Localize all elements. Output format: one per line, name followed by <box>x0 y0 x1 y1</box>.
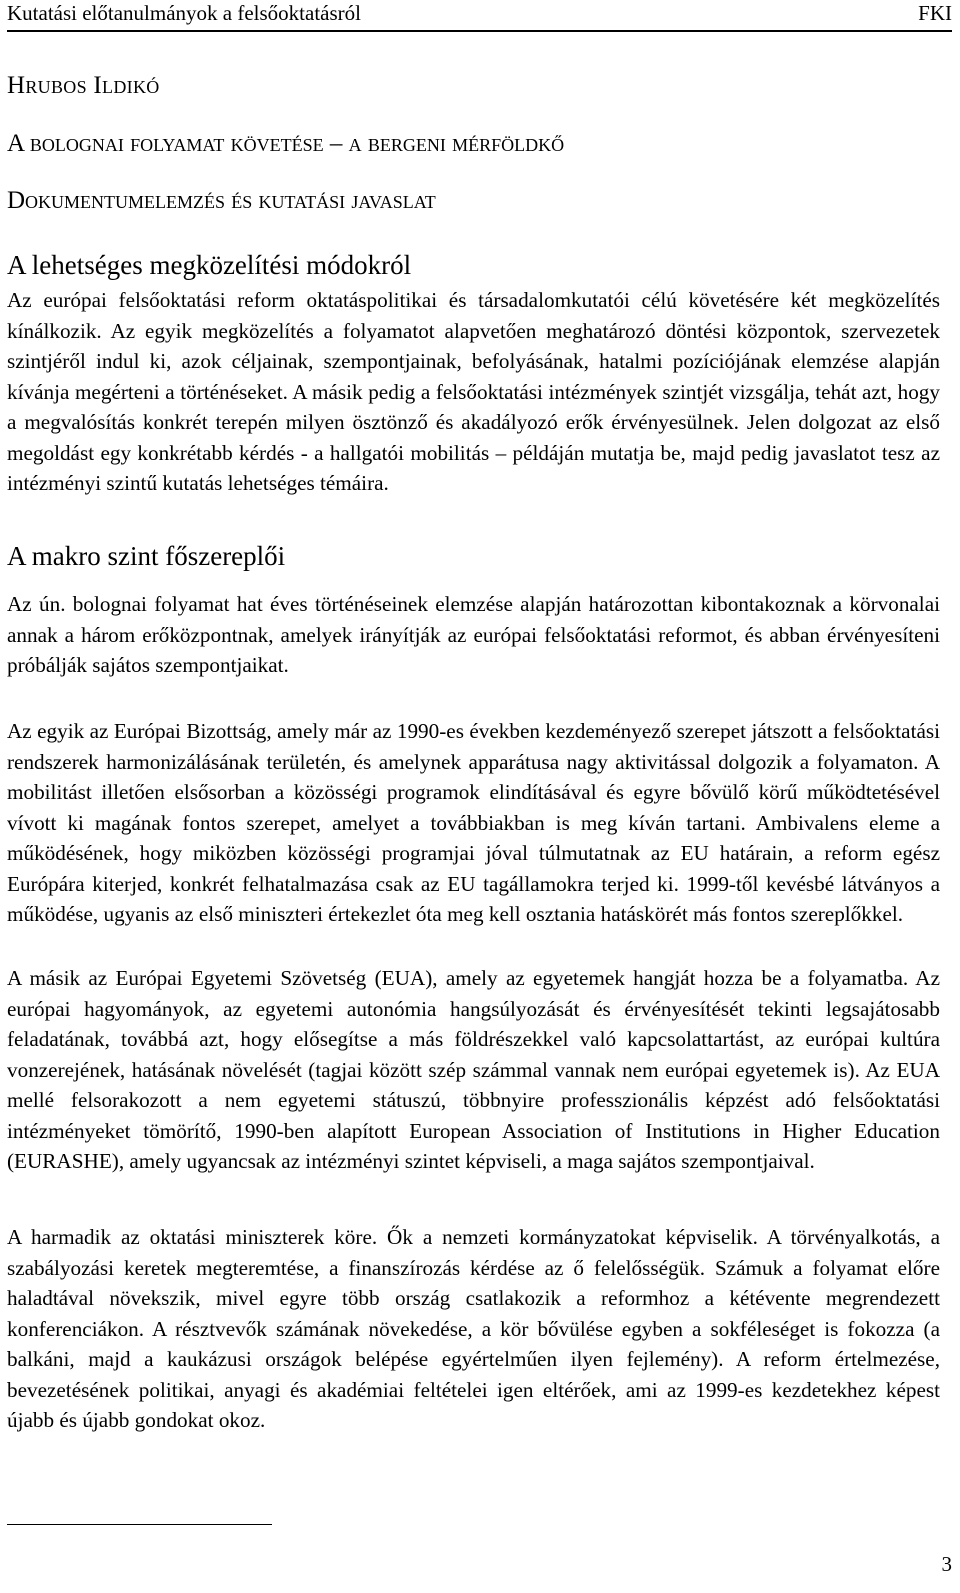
paragraph-ministers: A harmadik az oktatási miniszterek köre. Ők a nemzeti kormányzatokat képviselik. A törvényalkotás, a szabályozási keretek megteremtése, a finanszírozás kérdése az ő felelősségük. Számuk a folyamat előre haladtával növekszik, mivel egyre több ország csatlakozik a reformhoz a kétévente megrendezett konferenciákon. A résztvevők számának növekedése, a kör bővülése egyben a sokféleséget is fokozza (a balkáni, majd a kaukázusi országok belépése egyértelműen ilyen fejlemény). A reform értelmezése, bevezetésének politikai, anyagi és akadémiai feltételei igen eltérőek, ami az 1999-es kezdetekhez képest újabb és újabb gondokat okoz. <box>7 1225 940 1432</box>
paragraph-european-commission: Az egyik az Európai Bizottság, amely már az 1990-es években kezdeményező szerepet játszott a felsőoktatási rendszerek harmonizálásának területén, és amelynek apparátusa nagy aktivitással dolgozik a folyamaton. A mobilitást illetően elsősorban a közösségi programok elindításával és egyre bővülő körű működtetésével vívott ki magának fontos szerepet, amelyet a továbbiakban is meg kíván tartani. Ambivalens eleme a működésének, hogy miközben közösségi programjai jóval túlmutatnak az EU határain, a reform egész Európára kiterjed, konkrét felhatalmazása csak az EU tagállamokra terjed ki. 1999-től kevésbé látványos a működése, ugyanis az első miniszteri értekezlet óta meg kell osztania hatáskörét más fontos szereplőkkel. <box>7 719 940 926</box>
header-title: Kutatási előtanulmányok a felsőoktatásról <box>7 1 361 25</box>
paragraph-eua: A másik az Európai Egyetemi Szövetség (EUA), amely az egyetemek hangját hozza be a folyamatba. Az európai hagyományok, az egyetemi autonómia hangsúlyozását és érvényesítését tekinti legsajátosabb feladatának, továbbá azt, hogy elősegítse a más földrészekkel való kapcsolattartást, az európai kultúra vonzerejének, hatásának növelését (tagjai között szép számmal vannak nem európai egyetemek is). Az EUA mellé felsorakozott a nem egyetemi státuszú, többnyire professzionális képzést adó felsőoktatási intézményeket tömörítő, 1990-ben alapított European Association of Institutions in Higher Education (EURASHE), amely ugyancsak az intézményi szintet képviseli, a maga sajátos szempontjaival. <box>7 966 940 1173</box>
paragraph-approaches: Az európai felsőoktatási reform oktatáspolitikai és társadalomkutatói célú követésére két megközelítés kínálkozik. Az egyik megközelítés a folyamatot alapvetően meghatározó döntési központok, szervezetek szintjéről indul ki, azok céljainak, szempontjainak, befolyásának, hatalmi pozíciójának elemzése alapján kívánja megérteni a történéseket. A másik pedig a felsőoktatási intézmények szintjét vizsgálja, tehát azt, hogy a megvalósítás konkrét terepén milyen ösztönző és akadályozó erők érvényesülnek. Jelen dolgozat az első megoldást egy konkrétabb kérdés - a hallgatói mobilitás – példáján mutatja be, majd pedig javaslatot tesz az intézményi szintű kutatás lehetséges témáira. <box>7 288 940 495</box>
section-heading-approaches: A lehetséges megközelítési módokról <box>7 250 412 280</box>
author-name: Hrubos Ildikó <box>7 72 160 99</box>
document-subtitle: Dokumentumelemzés és kutatási javaslat <box>7 187 436 214</box>
page-number: 3 <box>941 1552 952 1576</box>
running-header <box>7 0 952 32</box>
section-heading-macro-level: A makro szint főszereplői <box>7 541 286 571</box>
footer-rule <box>7 1524 272 1525</box>
header-label: FKI <box>918 1 952 25</box>
paragraph-macro-intro: Az ún. bolognai folyamat hat éves történéseinek elemzése alapján határozottan kibontakoznak a körvonalai annak a három erőközpontnak, amelyek irányítják az európai felsőoktatási reformot, és abban érvényesíteni próbálják sajátos szempontjaikat. <box>7 592 940 677</box>
document-title: A bolognai folyamat követése – a bergeni mérföldkő <box>7 130 565 157</box>
